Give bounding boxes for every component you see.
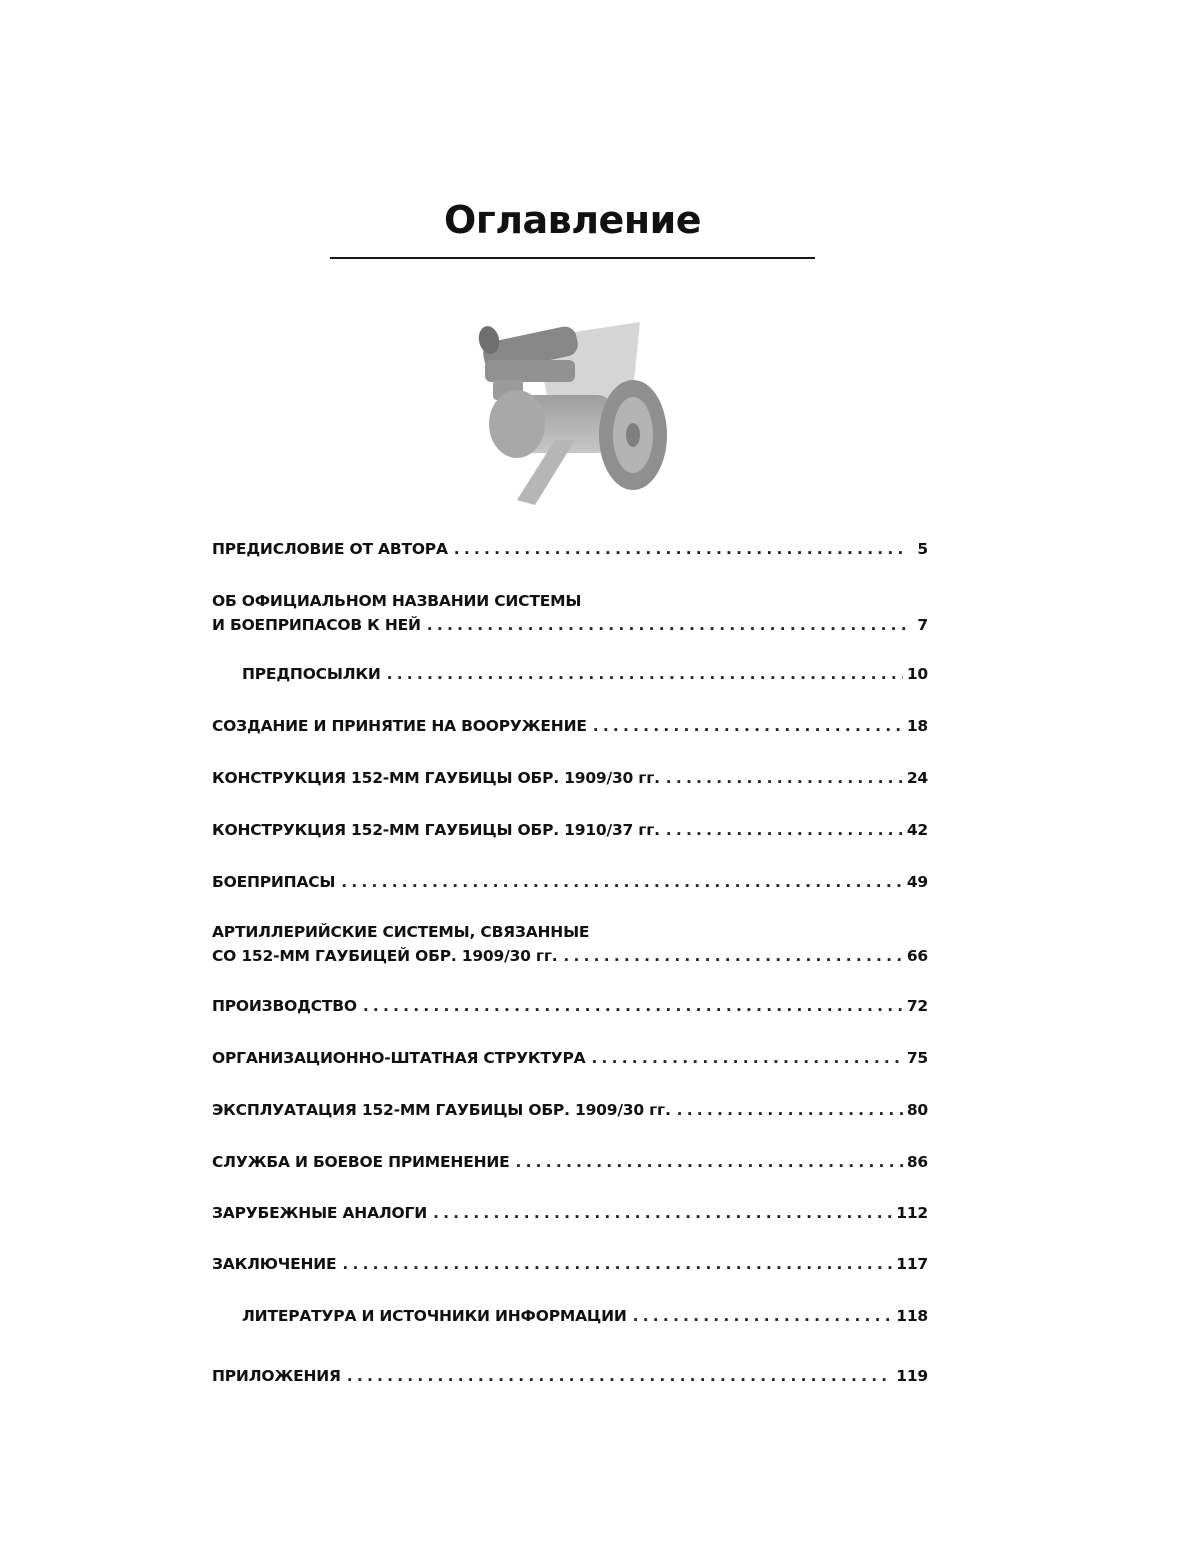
toc-entry-appendices[interactable] — [212, 1364, 928, 1388]
toc-entry-operation[interactable] — [212, 1098, 928, 1122]
toc-label: СО 152-ММ ГАУБИЦЕЙ ОБР. 1909/30 гг. — [212, 947, 558, 965]
toc-entry-conclusion[interactable] — [212, 1252, 928, 1276]
dot-leader — [516, 1150, 903, 1174]
toc-label: ЗАРУБЕЖНЫЕ АНАЛОГИ — [212, 1204, 427, 1222]
toc-label: ПРЕДИСЛОВИЕ ОТ АВТОРА — [212, 540, 448, 558]
title-underline — [330, 257, 815, 259]
toc-page-number: 86 — [906, 1153, 928, 1171]
toc-label: ПРЕДПОСЫЛКИ — [242, 665, 381, 683]
toc-entry-official-name[interactable] — [212, 589, 928, 637]
toc-entry-preface[interactable] — [212, 537, 928, 561]
toc-page-number: 24 — [906, 769, 928, 787]
toc-label: ПРОИЗВОДСТВО — [212, 997, 357, 1015]
toc-page-number: 10 — [906, 665, 928, 683]
toc-label: И БОЕПРИПАСОВ К НЕЙ — [212, 616, 421, 634]
toc-page-number: 18 — [906, 717, 928, 735]
toc-page-number: 5 — [917, 540, 928, 558]
toc-page-number: 49 — [906, 873, 928, 891]
toc-entry-creation[interactable] — [212, 714, 928, 738]
toc-page-number: 7 — [917, 616, 928, 634]
dot-leader — [433, 1201, 892, 1225]
toc-label-line1: ОБ ОФИЦИАЛЬНОМ НАЗВАНИИ СИСТЕМЫ — [212, 592, 582, 610]
toc-label: ЗАКЛЮЧЕНИЕ — [212, 1255, 337, 1273]
toc-page-number: 118 — [896, 1307, 928, 1325]
dot-leader — [347, 1364, 892, 1388]
toc-label-line1: АРТИЛЛЕРИЙСКИЕ СИСТЕМЫ, СВЯЗАННЫЕ — [212, 923, 590, 941]
dot-leader — [593, 714, 903, 738]
toc-entry-related-systems[interactable] — [212, 920, 928, 968]
dot-leader — [666, 766, 903, 790]
toc-page-number: 66 — [906, 947, 928, 965]
dot-leader — [342, 1252, 892, 1276]
toc-entry-design-1909-30[interactable] — [212, 766, 928, 790]
toc-label: БОЕПРИПАСЫ — [212, 873, 336, 891]
dot-leader — [666, 818, 903, 842]
dot-leader — [633, 1304, 893, 1328]
howitzer-illustration — [455, 300, 695, 530]
toc-entry-organization[interactable] — [212, 1046, 928, 1070]
toc-entry-prerequisites[interactable] — [242, 662, 928, 686]
toc-page-number: 119 — [896, 1367, 928, 1385]
toc-label: ЛИТЕРАТУРА И ИСТОЧНИКИ ИНФОРМАЦИИ — [242, 1307, 627, 1325]
toc-page-number: 42 — [906, 821, 928, 839]
toc-label: ЭКСПЛУАТАЦИЯ 152-ММ ГАУБИЦЫ ОБР. 1909/30 гг. — [212, 1101, 671, 1119]
toc-label: КОНСТРУКЦИЯ 152-ММ ГАУБИЦЫ ОБР. 1909/30 гг. — [212, 769, 660, 787]
dot-leader — [427, 613, 906, 637]
dot-leader — [341, 870, 903, 894]
toc-entry-service[interactable] — [212, 1150, 928, 1174]
toc-page-number: 72 — [906, 997, 928, 1015]
toc-entry-foreign-analogs[interactable] — [212, 1201, 928, 1225]
toc-page-number: 112 — [896, 1204, 928, 1222]
toc-page-number: 117 — [896, 1255, 928, 1273]
toc-entry-ammunition[interactable] — [212, 870, 928, 894]
toc-entry-design-1910-37[interactable] — [212, 818, 928, 842]
page-title: Оглавление — [444, 198, 701, 242]
toc-entry-literature[interactable] — [242, 1304, 928, 1328]
dot-leader — [677, 1098, 903, 1122]
dot-leader — [387, 662, 903, 686]
toc-label: СОЗДАНИЕ И ПРИНЯТИЕ НА ВООРУЖЕНИЕ — [212, 717, 587, 735]
dot-leader — [363, 994, 903, 1018]
toc-page-number: 80 — [906, 1101, 928, 1119]
toc-label: КОНСТРУКЦИЯ 152-ММ ГАУБИЦЫ ОБР. 1910/37 гг. — [212, 821, 660, 839]
dot-leader — [454, 537, 906, 561]
toc-label: СЛУЖБА И БОЕВОЕ ПРИМЕНЕНИЕ — [212, 1153, 510, 1171]
toc-entry-production[interactable] — [212, 994, 928, 1018]
toc-page-number: 75 — [906, 1049, 928, 1067]
dot-leader — [591, 1046, 902, 1070]
dot-leader — [563, 944, 902, 968]
toc-label: ОРГАНИЗАЦИОННО-ШТАТНАЯ СТРУКТУРА — [212, 1049, 586, 1067]
toc-label: ПРИЛОЖЕНИЯ — [212, 1367, 341, 1385]
